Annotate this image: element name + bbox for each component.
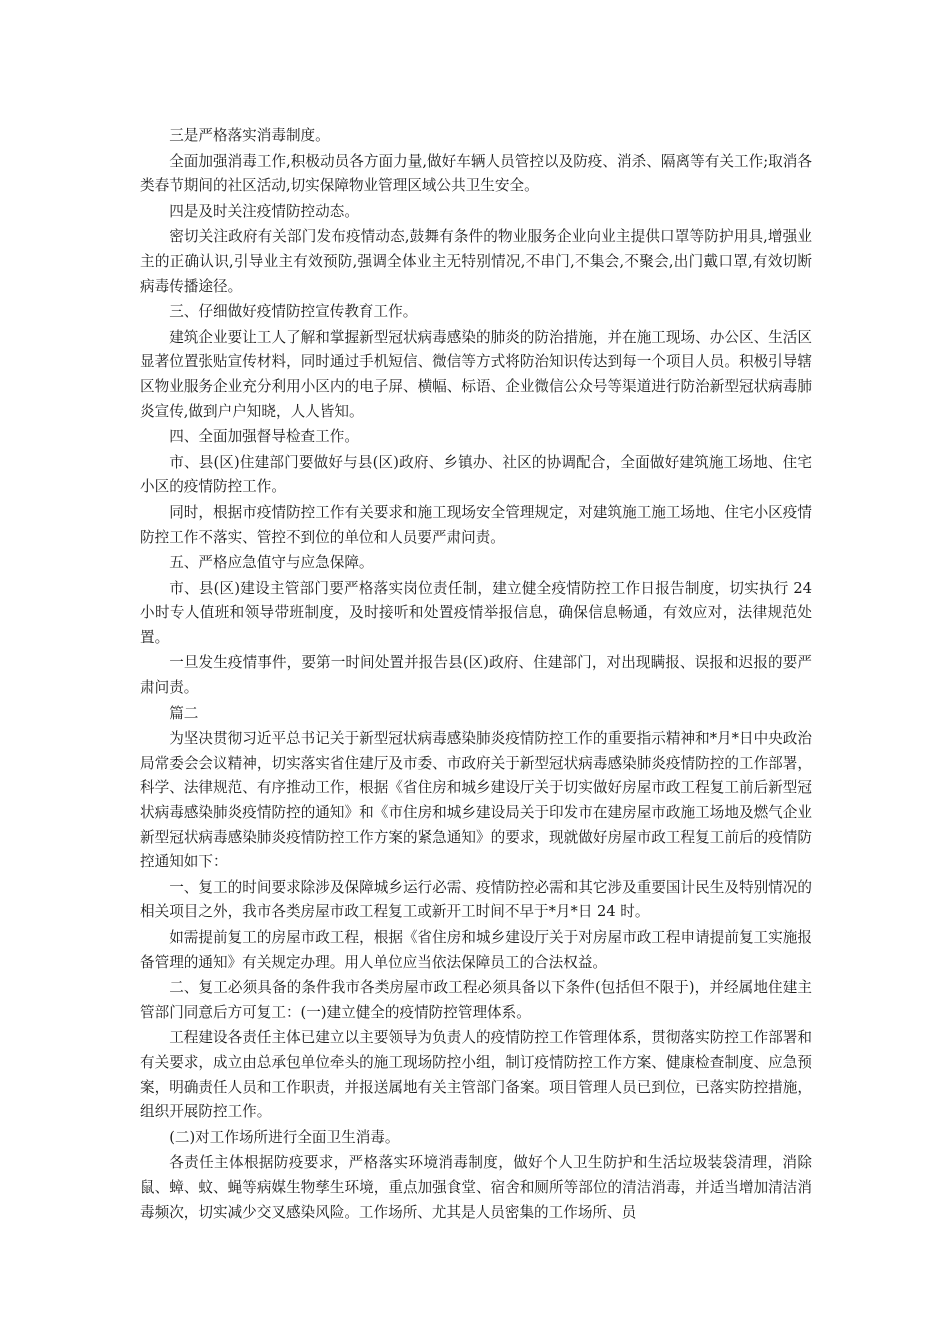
paragraph: 各责任主体根据防疫要求，严格落实环境消毒制度，做好个人卫生防护和生活垃圾装袋清理，消除鼠、蟑、蚊、蝇等病媒生物孳生环境，重点加强食堂、宿舍和厕所等部位的清洁消毒，并适当增加清洁消毒频次，切实减少交叉感染风险。工作场所、尤其是人员密集的工作场所、员	[140, 1154, 812, 1221]
paragraph: 市、县(区)住建部门要做好与县(区)政府、乡镇办、社区的协调配合，全面做好建筑施工场地、住宅小区的疫情防控工作。	[140, 453, 812, 496]
section-heading: 四、全面加强督导检查工作。	[169, 428, 359, 446]
paragraph: 市、县(区)建设主管部门要严格落实岗位责任制，建立健全疫情防控工作日报告制度，切实执行 24 小时专人值班和领导带班制度，及时接听和处置疫情举报信息，确保信息畅通，有效应对，法律规范处置。	[140, 579, 812, 646]
paragraph: 密切关注政府有关部门发布疫情动态,鼓舞有条件的物业服务企业向业主提供口罩等防护用具,增强业主的正确认识,引导业主有效预防,强调全体业主无特别情况,不串门,不集会,不聚会,出门戴口罩,有效切断病毒传播途径。	[140, 228, 812, 295]
paragraph: 建筑企业要让工人了解和掌握新型冠状病毒感染的肺炎的防治措施，并在施工现场、办公区、生活区显著位置张贴宣传材料，同时通过手机短信、微信等方式将防治知识传达到每一个项目人员。积极引导辖区物业服务企业充分利用小区内的电子屏、横幅、标语、企业微信公众号等渠道进行防治新型冠状病毒肺炎宣传,做到户户知晓，人人皆知。	[140, 328, 812, 420]
paragraph: 为坚决贯彻习近平总书记关于新型冠状病毒感染肺炎疫情防控工作的重要指示精神和*月*日中央政治局常委会会议精神，切实落实省住建厅及市委、市政府关于新型冠状病毒感染肺炎疫情防控的工作部署，科学、法律规范、有序推动工作，根据《省住房和城乡建设厅关于切实做好房屋市政工程复工前后新型冠状病毒感染肺炎疫情防控的通知》和《市住房和城乡建设局关于印发市在建房屋市政施工场地及燃气企业新型冠状病毒感染肺炎疫情防控工作方案的紧急通知》的要求，现就做好房屋市政工程复工前后的疫情防控通知如下：	[140, 730, 812, 871]
paragraph: 工程建设各责任主体已建立以主要领导为负责人的疫情防控工作管理体系，贯彻落实防控工作部署和有关要求，成立由总承包单位牵头的施工现场防控小组，制订疫情防控工作方案、健康检查制度、应急预案，明确责任人员和工作职责，并报送属地有关主管部门备案。项目管理人员已到位，已落实防控措施，组织开展防控工作。	[140, 1029, 812, 1121]
paragraph: 三是严格落实消毒制度。	[169, 127, 330, 144]
paragraph: 全面加强消毒工作,积极动员各方面力量,做好车辆人员管控以及防疫、消杀、隔离等有关工作;取消各类春节期间的社区活动,切实保障物业管理区域公共卫生安全。	[140, 152, 812, 195]
part-heading: 篇二	[169, 704, 199, 722]
paragraph: 一旦发生疫情事件，要第一时间处置并报告县(区)政府、住建部门，对出现瞒报、误报和迟报的要严肃问责。	[140, 654, 812, 697]
paragraph: 四是及时关注疫情防控动态。	[169, 202, 359, 220]
paragraph: 如需提前复工的房屋市政工程，根据《省住房和城乡建设厅关于对房屋市政工程申请提前复工实施报备管理的通知》有关规定办理。用人单位应当依法保障员工的合法权益。	[140, 929, 812, 971]
paragraph: 二、复工必须具备的条件我市各类房屋市政工程必须具备以下条件(包括但不限于)，并经属地住建主管部门同意后方可复工：(一)建立健全的疫情防控管理体系。	[140, 979, 812, 1021]
document-body	[140, 124, 812, 1226]
section-heading: 五、严格应急值守与应急保障。	[169, 554, 374, 572]
paragraph: 一、复工的时间要求除涉及保障城乡运行必需、疫情防控必需和其它涉及重要国计民生及特别情况的相关项目之外，我市各类房屋市政工程复工或新开工时间不早于*月*日 24 时。	[140, 878, 812, 921]
section-heading: (二)对工作场所进行全面卫生消毒。	[169, 1128, 400, 1146]
section-heading: 三、仔细做好疫情防控宣传教育工作。	[169, 303, 418, 321]
paragraph: 同时，根据市疫情防控工作有关要求和施工现场安全管理规定，对建筑施工施工场地、住宅小区疫情防控工作不落实、管控不到位的单位和人员要严肃问责。	[140, 503, 812, 546]
